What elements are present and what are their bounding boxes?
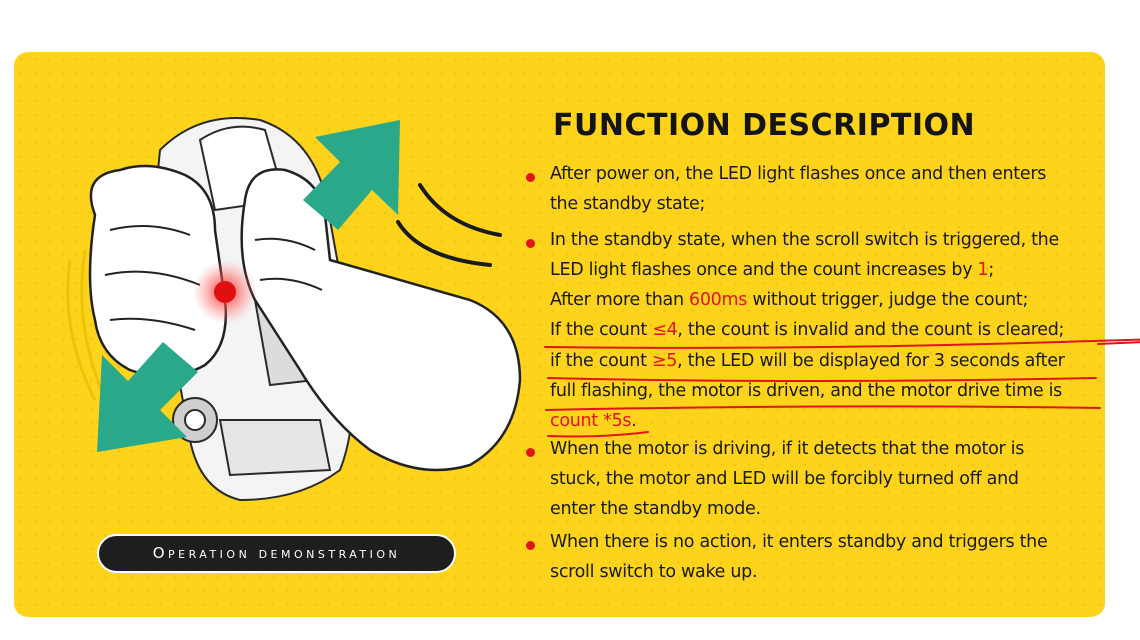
line-text: full flashing, the motor is driven, and the motor drive time is	[550, 381, 1062, 401]
highlight-value: ≥5	[651, 351, 678, 371]
section-title: FUNCTION DESCRIPTION	[553, 108, 976, 143]
line-text: After power on, the LED light flashes once and then enters	[550, 164, 1047, 184]
line-text: If the count	[550, 320, 653, 340]
line-text: , the LED will be displayed for 3 seconds after	[677, 351, 1065, 371]
line-text: LED light flashes once and the count increases by	[550, 260, 978, 280]
line-text: In the standby state, when the scroll switch is triggered, the	[550, 230, 1059, 250]
line-text: When the motor is driving, if it detects that the motor is	[550, 439, 1025, 459]
line-text: After more than	[550, 290, 690, 310]
line-text: When there is no action, it enters standby and triggers the	[550, 532, 1048, 552]
line-text: stuck, the motor and LED will be forcibly turned off and	[550, 469, 1019, 489]
line-text: scroll switch to wake up.	[550, 562, 758, 582]
line-text: the standby state;	[550, 194, 706, 214]
line-text: enter the standby mode.	[550, 499, 761, 519]
line-text: ;	[988, 260, 994, 280]
line-text: without trigger, judge the count;	[747, 290, 1029, 310]
line-text: .	[631, 411, 637, 431]
highlight-value: 1	[977, 260, 989, 280]
highlight-value: ≤4	[652, 320, 678, 340]
highlight-value: count *5s	[550, 411, 632, 431]
line-text: , the count is invalid and the count is cleared;	[677, 320, 1065, 340]
line-text: if the count	[550, 351, 652, 371]
highlight-value: 600ms	[689, 290, 748, 310]
operation-demonstration-button[interactable]: Operation demonstration	[97, 534, 456, 573]
